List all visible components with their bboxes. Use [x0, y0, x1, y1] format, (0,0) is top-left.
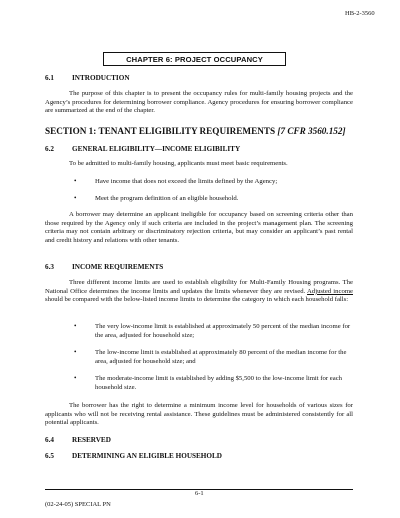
income-paragraph-part-2: should be compared with the below-listed income limits to determine the category in which each household falls: [45, 296, 349, 304]
income-paragraph-part-1: Three different income limits are used to establish eligibility for Multi-Family Housing programs. The National Office determines the income limits and updates the limits whenever they are revised. [45, 279, 353, 295]
income-limit-bullet-2: The low-income limit is established at approximately 80 percent of the median income for the area, adjusted for household size; and [95, 349, 347, 365]
section-6-2-paragraph: A borrower may determine an applicant ineligible for occupancy based on screening criteria other than those required by the Agency only if such criteria are included in the project’s management plan. The screening criteria may not contain arbitrary or discriminatory rejection criteria, but may consider an applicant’s past rental and credit history and relations with other tenants. [45, 211, 353, 244]
section-6-1-number: 6.1 [45, 74, 54, 82]
eligibility-bullet-1: Have income that does not exceed the limits defined by the Agency; [95, 178, 278, 185]
section-6-2-number: 6.2 [45, 145, 54, 153]
section-6-2-title: GENERAL ELIGIBILITY—INCOME ELIGIBILITY [72, 145, 241, 153]
section-6-5-number: 6.5 [45, 452, 54, 460]
bullet-marker: • [74, 177, 77, 185]
footer-date-stamp: (02-24-05) SPECIAL PN [45, 501, 111, 508]
section-6-3-closing: The borrower has the right to determine a minimum income level for households of various sizes for applicants who will not be receiving rental assistance. These guidelines must be administered consistently for all potential applicants. [45, 402, 353, 427]
document-id: HB-2-3560 [345, 10, 375, 17]
section-6-4-title: RESERVED [72, 436, 111, 444]
section-6-4-number: 6.4 [45, 436, 54, 444]
chapter-title: CHAPTER 6: PROJECT OCCUPANCY [103, 52, 286, 66]
section-6-3-title: INCOME REQUIREMENTS [72, 263, 164, 271]
bullet-marker: • [74, 194, 77, 202]
income-limit-bullet-1: The very low-income limit is established at approximately 50 percent of the median income for the area, adjusted for household size; [95, 323, 351, 339]
section-6-3-paragraph [45, 279, 353, 305]
section-1-heading [45, 126, 346, 136]
bullet-marker: • [74, 348, 77, 356]
section-6-3-number: 6.3 [45, 263, 54, 271]
section-6-1-paragraph: The purpose of this chapter is to present the occupancy rules for multi-family housing projects and the Agency’s procedures for determining borrower compliance. Agency procedures for ensuring borrower compliance are summarized at the end of the chapter. [45, 90, 353, 115]
section-1-citation: [7 CFR 3560.152] [277, 126, 346, 136]
section-6-2-intro: To be admitted to multi-family housing, applicants must meet basic requirements. [69, 160, 288, 167]
eligibility-bullet-2: Meet the program definition of an eligible household. [95, 195, 239, 202]
adjusted-income-term: Adjusted income [307, 287, 353, 295]
bullet-marker: • [74, 374, 77, 382]
section-6-1-title: INTRODUCTION [72, 74, 130, 82]
section-1-title: SECTION 1: TENANT ELIGIBILITY REQUIREMENTS [45, 126, 278, 136]
section-6-5-title: DETERMINING AN ELIGIBLE HOUSEHOLD [72, 452, 222, 460]
income-limit-bullet-3: The moderate-income limit is established by adding $5,500 to the low-income limit for each household size. [95, 375, 343, 391]
bullet-marker: • [74, 322, 77, 330]
page-number: 6-1 [195, 490, 204, 497]
